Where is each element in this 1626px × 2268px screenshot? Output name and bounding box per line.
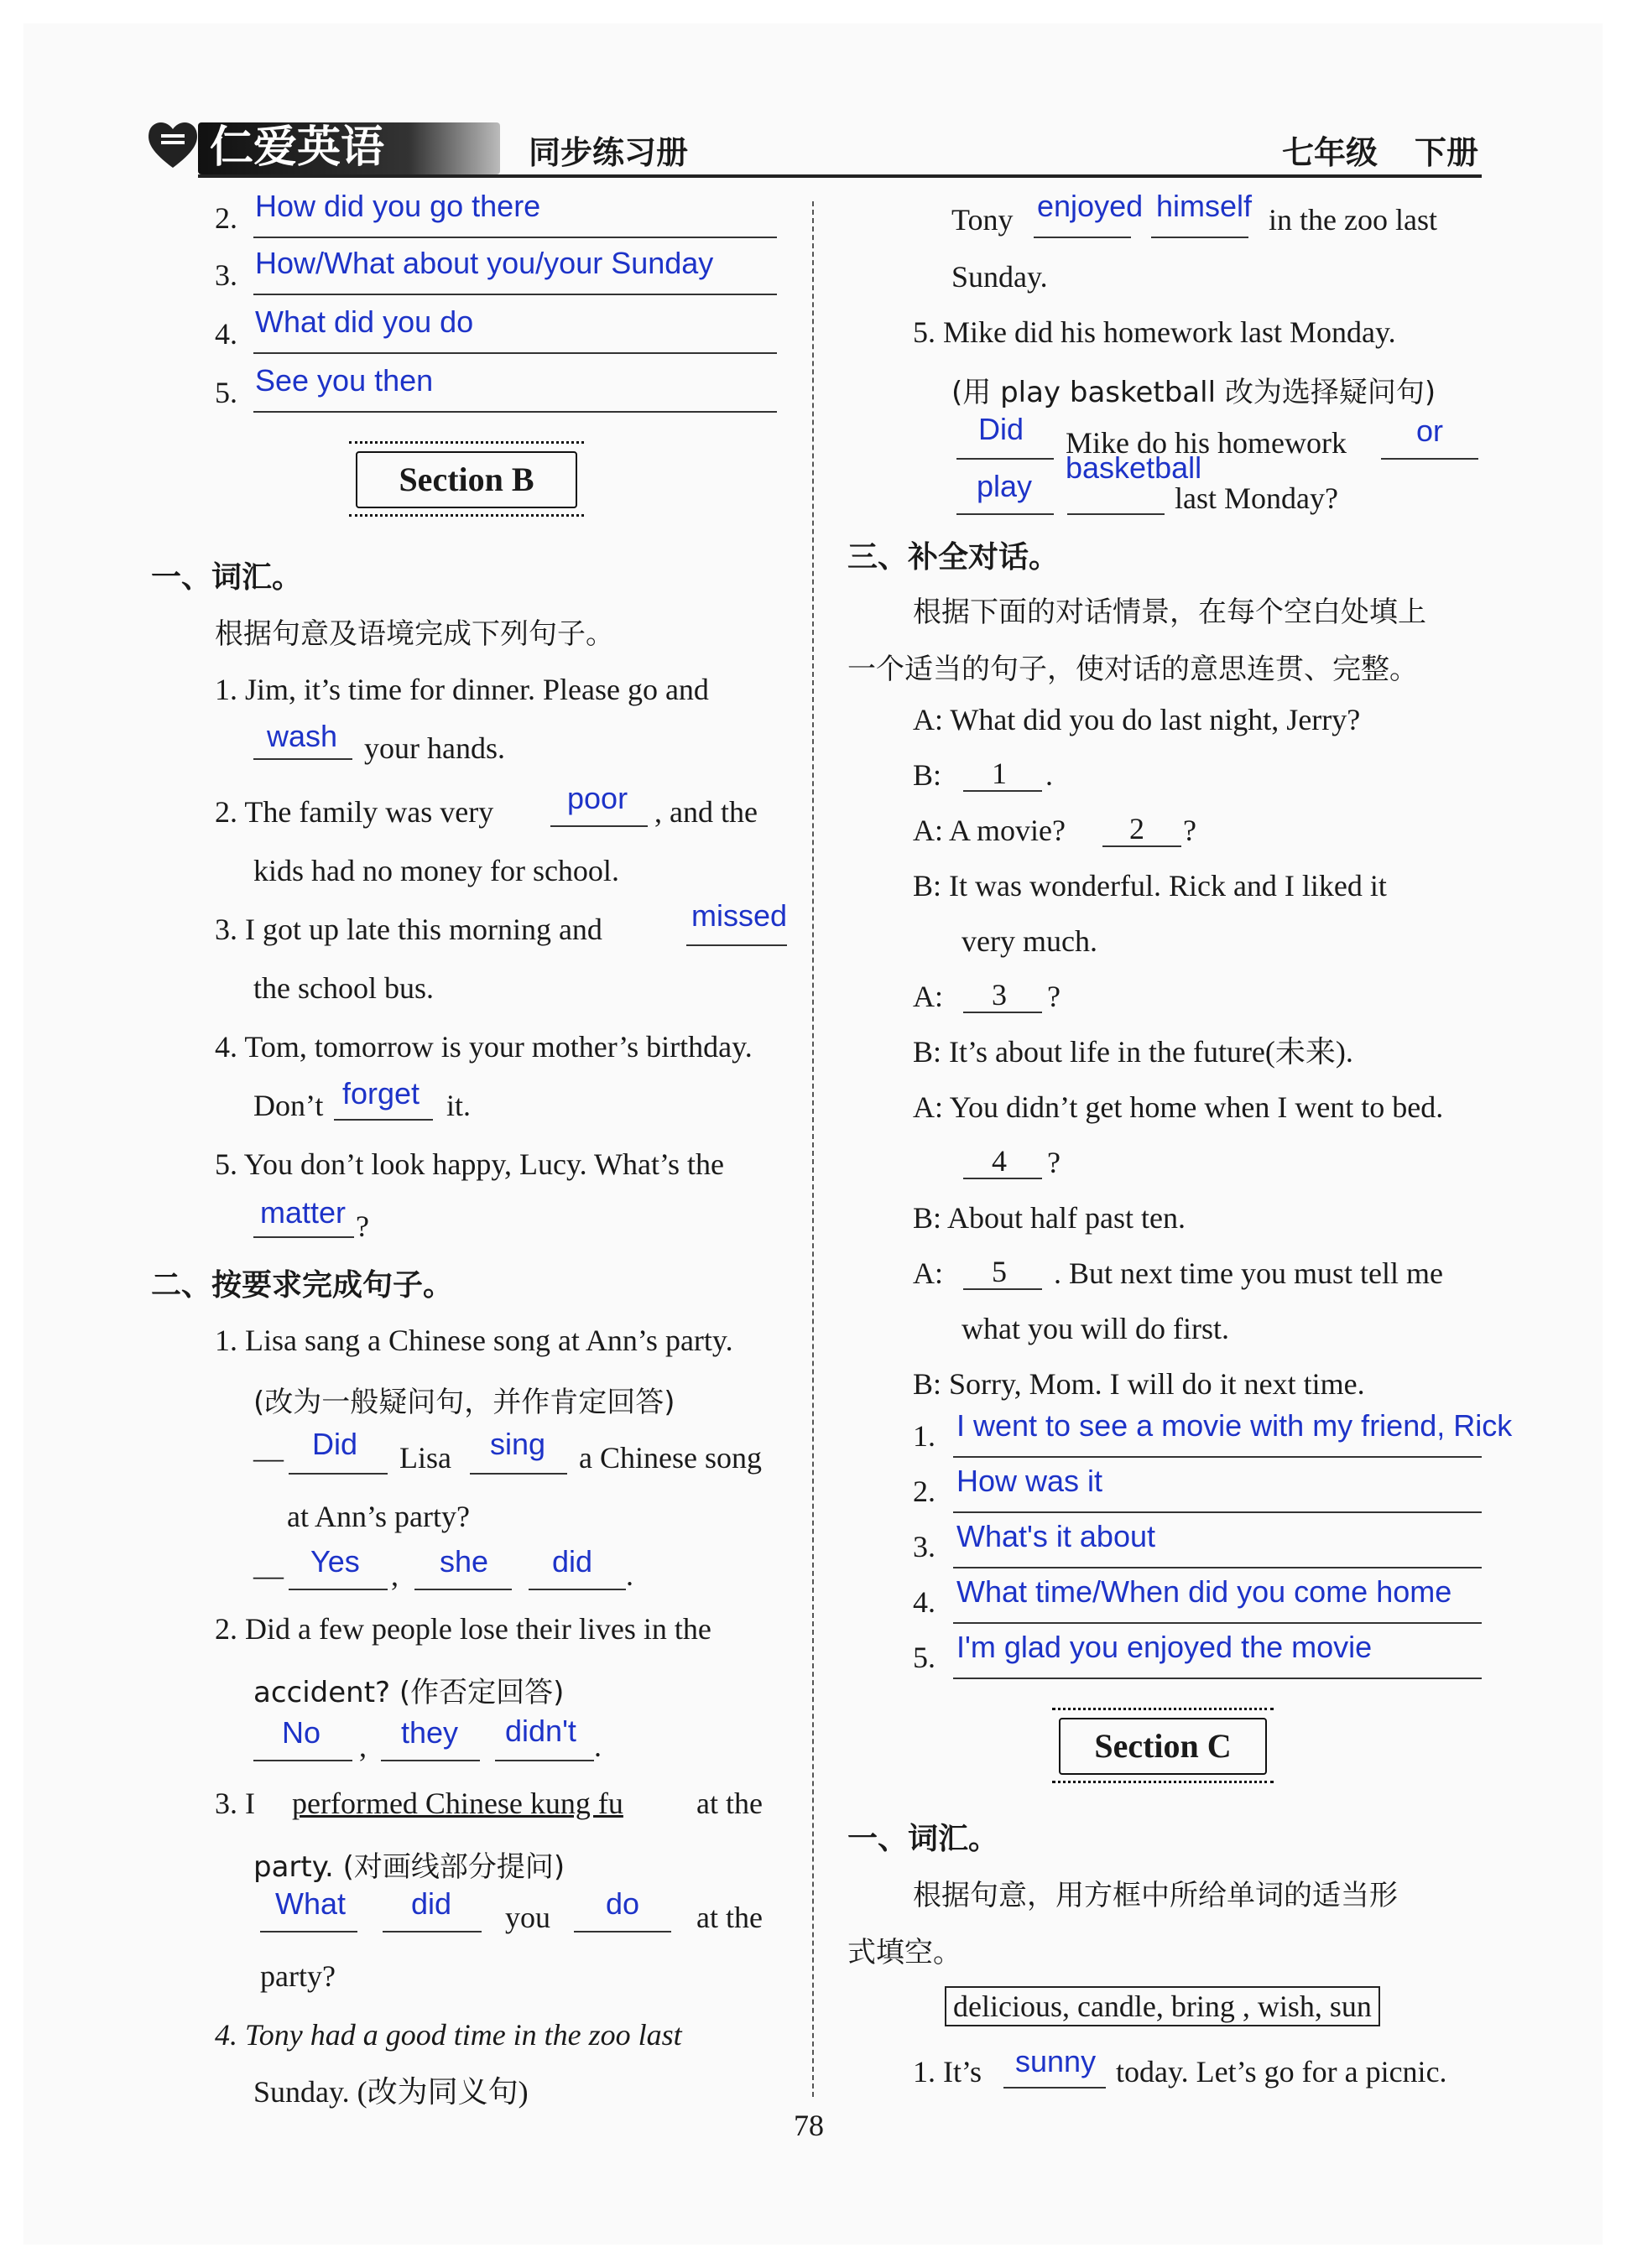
word-sunday: Sunday. [951,260,1048,294]
answer-num: 3. [913,1530,935,1563]
part3-title: 三、补全对话。 [847,540,1060,575]
part-c1-instruction-2: 式填空。 [847,1936,962,1969]
answer-did: did [552,1544,593,1579]
answer-line [495,1760,594,1761]
period: . [594,1730,602,1763]
dialog-b5: B: Sorry, Mom. I will do it next time. [913,1367,1365,1401]
answer-line [529,1589,626,1590]
sentence-5: 5. Mike did his homework last Monday. [913,315,1396,349]
answer-sing: sing [490,1427,546,1461]
dialog-a3-label: A: [913,980,943,1013]
answer-line [1034,237,1131,238]
question-mark: ? [1047,980,1061,1013]
item-num: 4. [215,317,237,351]
answer-line [253,758,352,760]
answer-text: What time/When did you come home [956,1574,1452,1609]
answer-yes: Yes [310,1544,360,1579]
answer-num: 4. [913,1585,935,1619]
answer-text: How was it [956,1464,1103,1498]
answer-line [253,237,777,238]
question-4-dont: Don’t [253,1089,324,1122]
dialog-a4: A: You didn’t get home when I went to bed. [913,1090,1444,1124]
answer-line [260,1931,357,1932]
dialog-a5-label: A: [913,1256,943,1290]
answer-poor: poor [567,781,628,815]
answer-line [953,1456,1482,1458]
answer-missed: missed [691,898,788,933]
dialog-b2: B: It was wonderful. Rick and I liked it [913,869,1387,903]
part-c1-title: 一、词汇。 [847,1822,999,1856]
section-c-title: Section C [1059,1718,1267,1775]
underlined-phrase: performed Chinese kung fu [292,1787,623,1820]
answer-do: do [606,1886,640,1921]
answer-line [963,1288,1042,1290]
answer-line [1381,458,1478,460]
answer-text: See you then [255,363,434,398]
answer-line [1102,845,1181,847]
header-rule [198,174,1482,178]
question-4: 4. Tom, tomorrow is your mother’s birthday. [215,1030,753,1064]
answer-line [334,1119,433,1121]
dialog-b2-cont: very much. [962,924,1097,958]
answer-line [953,1678,1482,1679]
answer-text: What's it about [956,1519,1155,1553]
sentence-5-instr: (用 play basketball 改为选择疑问句) [951,376,1436,409]
question-3: 3. I got up late this morning and [215,913,602,946]
answer-line [963,790,1042,792]
answer-num: 2. [913,1475,935,1508]
answer-line [383,1931,482,1932]
question-2-mid: , and the [654,795,758,829]
section-b-title: Section B [356,451,577,508]
sentence-3-instr: party. (对画线部分提问) [253,1850,565,1884]
part-c1-instruction-1: 根据句意，用方框中所给单词的适当形 [913,1879,1398,1912]
answer-line [253,1236,354,1238]
c-question-1: 1. It’s [913,2055,982,2089]
sentence-1-cont: at Ann’s party? [287,1500,470,1533]
sentence-1-rest: a Chinese song [579,1441,762,1475]
period: . [626,1558,633,1592]
answer-line [289,1589,388,1590]
sentence-5-end: last Monday? [1175,481,1338,515]
answer-himself: himself [1156,189,1253,223]
item-num: 5. [215,376,237,409]
question-2: 2. The family was very [215,795,494,829]
question-5-end: ? [356,1209,369,1243]
answer-did: Did [312,1427,358,1461]
answer-line [956,513,1054,515]
question-1: 1. Jim, it’s time for dinner. Please go and [215,673,709,706]
answer-enjoyed: enjoyed [1037,189,1144,223]
sentence-3-tail: at the [696,1901,763,1934]
answer-num: 5. [913,1641,935,1674]
blank-number: 1 [992,757,1007,790]
part1-title: 一、词汇。 [151,560,303,595]
volume-label: 下册 [1415,134,1479,171]
answer-text: I'm glad you enjoyed the movie [956,1630,1373,1664]
sentence-5-mid: Mike do his homework [1066,426,1347,460]
answer-they: they [401,1715,459,1750]
answer-line [381,1760,480,1761]
blank-number: 3 [992,978,1007,1012]
answer-line [953,1567,1482,1568]
answer-line [470,1473,567,1475]
dialog-b3: B: It’s about life in the future(未来). [913,1035,1353,1069]
answer-play: play [977,469,1033,503]
answer-what: What [275,1886,347,1921]
question-4-end: it. [446,1089,472,1122]
question-5: 5. You don’t look happy, Lucy. What’s the [215,1147,724,1181]
dialog-b1-label: B: [913,758,942,792]
answer-text: What did you do [255,304,474,339]
answer-line [253,352,777,354]
dash: — [253,1558,284,1592]
answer-line [550,825,648,827]
logo-text: 仁爱英语 [210,122,385,173]
answer-line [953,1622,1482,1624]
answer-line [1003,2087,1106,2089]
question-2-end: kids had no money for school. [253,854,619,887]
question-mark: ? [1183,814,1196,847]
question-3-end: the school bus. [253,971,434,1005]
answer-did: did [411,1886,452,1921]
answer-she: she [440,1544,489,1579]
heart-logo-icon [144,117,201,171]
comma: , [359,1730,367,1763]
page-number: 78 [794,2109,824,2142]
dialog-a5-cont: what you will do first. [962,1312,1229,1345]
answer-did: Did [978,412,1024,446]
sentence-3-party: party? [260,1959,336,1993]
answer-line [686,944,787,946]
answer-text: How/What about you/your Sunday [255,246,714,280]
answer-line [963,1178,1042,1179]
answer-num: 1. [913,1419,935,1453]
sentence-4: 4. Tony had a good time in the zoo last [215,2018,682,2052]
part1-instruction: 根据句意及语境完成下列句子。 [215,617,614,651]
blank-number: 5 [992,1255,1007,1288]
part2-title: 二、按要求完成句子。 [151,1268,454,1303]
dialog-b4: B: About half past ten. [913,1201,1186,1235]
period: . [1045,758,1053,792]
answer-line [253,294,777,295]
sentence-1-instr: (改为一般疑问句，并作肯定回答) [253,1386,675,1419]
word-box: delicious, candle, bring , wish, sun [945,1986,1380,2026]
answer-line [963,1012,1042,1013]
sentence-4-instr: Sunday. (改为同义句) [253,2075,529,2109]
answer-no: No [282,1715,321,1750]
answer-didnt: didn't [505,1714,576,1748]
word-you: you [505,1901,550,1934]
sentence-2-instr: accident? (作否定回答) [253,1676,565,1709]
answer-or: or [1416,414,1444,448]
answer-sunny: sunny [1015,2044,1097,2078]
question-mark: ? [1047,1146,1061,1179]
item-num: 2. [215,201,237,235]
dash: — [253,1441,284,1475]
answer-forget: forget [342,1076,420,1111]
answer-line [289,1473,388,1475]
sentence-4-rest: in the zoo last [1269,203,1437,237]
answer-line [953,1511,1482,1513]
series-title: 同步练习册 [529,134,689,171]
part3-instruction-2: 一个适当的句子，使对话的意思连贯、完整。 [847,653,1418,686]
answer-line [253,1760,352,1761]
sentence-3-end: at the [696,1787,763,1820]
sentence-3: 3. I [215,1787,255,1820]
answer-basketball: basketball [1066,450,1202,485]
sentence-2: 2. Did a few people lose their lives in the [215,1612,711,1646]
dialog-a2: A: A movie? [913,814,1066,847]
answer-line [1067,513,1165,515]
question-1-end: your hands. [364,731,505,765]
item-num: 3. [215,258,237,292]
answer-text: I went to see a movie with my friend, Rick [956,1408,1513,1443]
answer-wash: wash [267,719,338,753]
grade-label: 七年级 [1282,134,1378,171]
word-tony: Tony [951,203,1014,237]
part3-instruction-1: 根据下面的对话情景，在每个空白处填上 [913,596,1426,629]
answer-line [574,1931,671,1932]
sentence-1: 1. Lisa sang a Chinese song at Ann’s party. [215,1324,733,1357]
answer-matter: matter [260,1195,347,1230]
answer-line [414,1589,512,1590]
answer-line [956,458,1054,460]
answer-line [253,411,777,413]
dialog-a5: . But next time you must tell me [1054,1256,1443,1290]
blank-number: 2 [1129,812,1144,845]
c-question-1-end: today. Let’s go for a picnic. [1116,2055,1447,2089]
answer-line [1151,237,1248,238]
column-divider [812,201,814,2097]
answer-text: How did you go there [255,189,541,223]
blank-number: 4 [992,1144,1007,1178]
comma: , [391,1558,399,1592]
word-lisa: Lisa [399,1441,451,1475]
dialog-a1: A: What did you do last night, Jerry? [913,703,1361,736]
